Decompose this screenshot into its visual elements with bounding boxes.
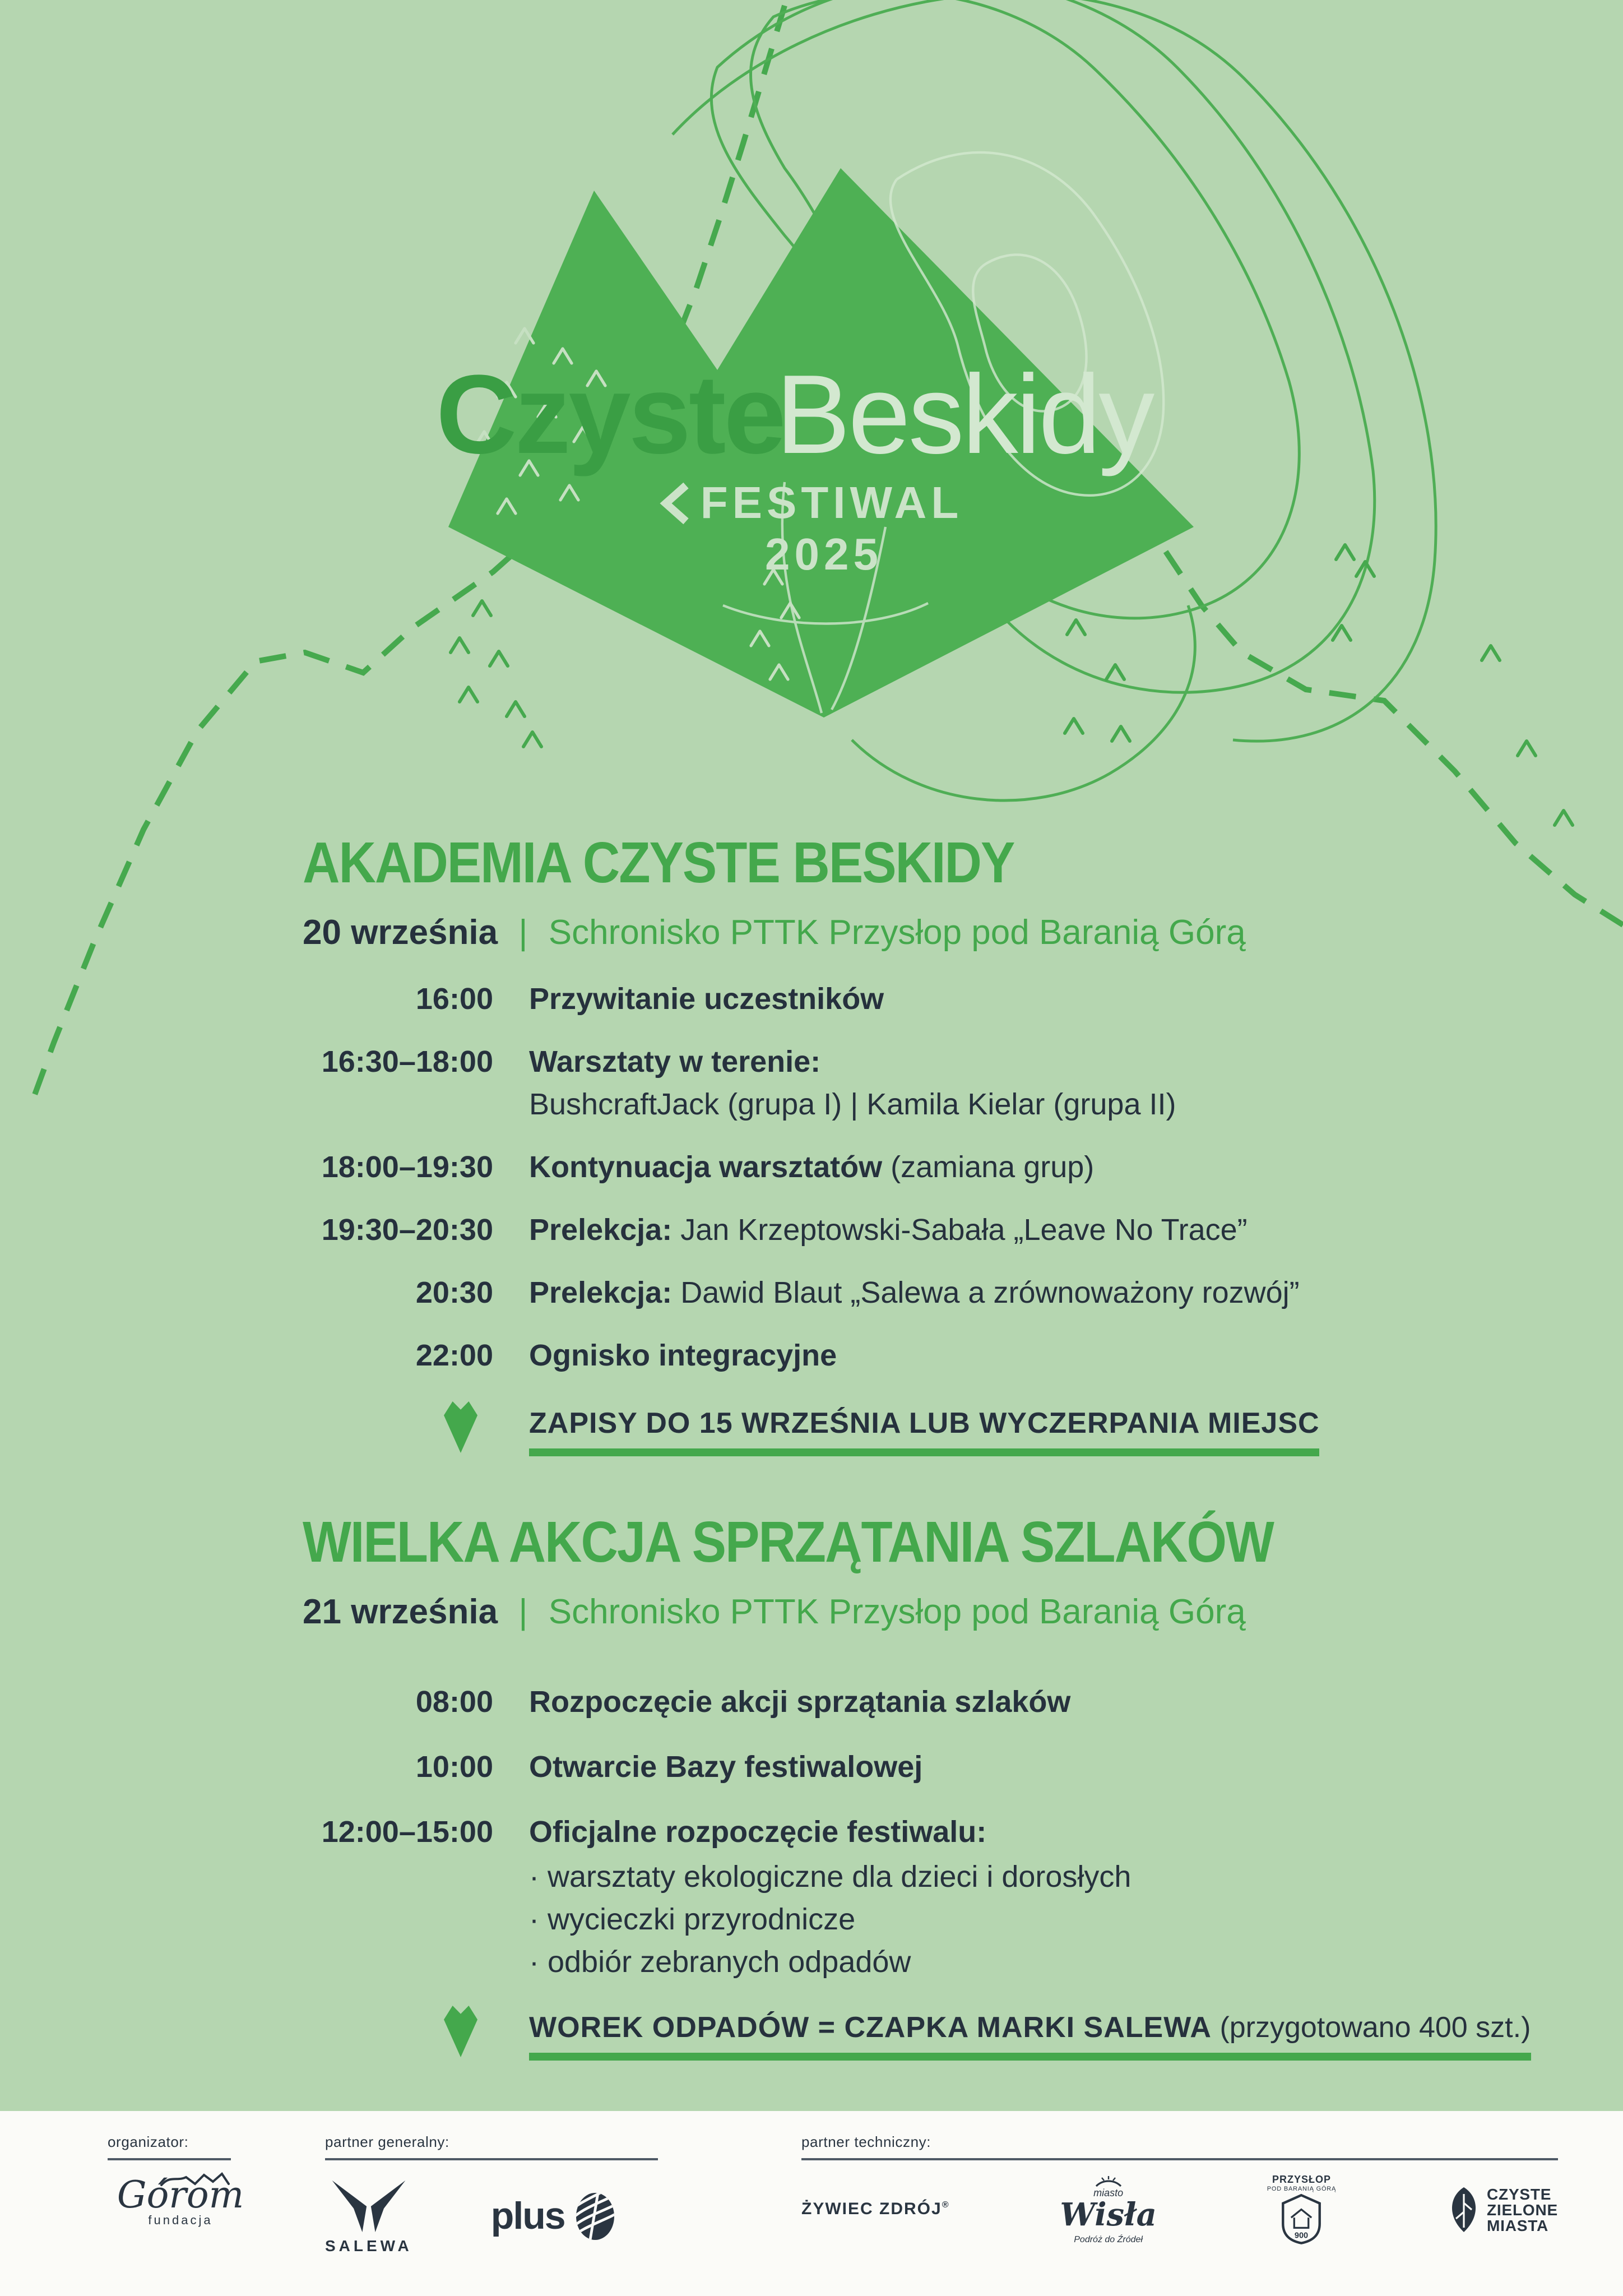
row-title: Otwarcie Bazy festiwalowej — [529, 1750, 923, 1784]
przyslop-elevation: 900 — [1295, 2232, 1309, 2241]
footer-group-technical-partner — [801, 2133, 1558, 2245]
section-dateline — [303, 1592, 1569, 1632]
zywiec-wordmark: ŻYWIEC ZDRÓJ — [801, 2200, 942, 2219]
logo-beskidy-text: Beskidy — [776, 352, 1153, 477]
date-text: 21 września — [303, 1592, 498, 1631]
row-time: 22:00 — [415, 1339, 493, 1372]
row-time: 16:00 — [415, 982, 493, 1016]
przyslop-name: PRZYSŁOP — [1272, 2174, 1331, 2185]
row-detail: BushcraftJack (grupa I) | Kamila Kielar (grupa II) — [529, 1087, 1176, 1121]
schedule-row — [303, 1148, 1569, 1186]
schedule-row — [303, 1683, 1569, 1721]
row-detail: Dawid Blaut „Salewa a zrównoważony rozwój” — [672, 1276, 1300, 1309]
note-text-regular: (przygotowano 400 szt.) — [1212, 2010, 1531, 2044]
divider: | — [518, 1592, 528, 1631]
logo-czyste-text: Czyste — [436, 352, 784, 477]
section-dateline — [303, 913, 1569, 953]
czm-line1: CZYSTE — [1487, 2184, 1552, 2203]
zywiec-zdroj-logo — [801, 2200, 950, 2219]
schedule-row — [303, 1748, 1569, 1786]
schedule-row — [303, 1211, 1569, 1249]
row-title: Prelekcja: — [529, 1276, 673, 1309]
date-text: 20 września — [303, 913, 498, 952]
divider: | — [518, 913, 528, 952]
plus-logo — [491, 2192, 616, 2241]
footer-rule — [108, 2158, 231, 2160]
logo-year-text: 2025 — [765, 529, 883, 579]
reward-note — [303, 2010, 1569, 2061]
schedule-row — [303, 1898, 1569, 1941]
row-time: 10:00 — [415, 1750, 493, 1784]
row-title: Oficjalne rozpoczęcie festiwalu: — [529, 1815, 987, 1849]
przyslop-sub: POD BARANIĄ GÓRĄ — [1267, 2186, 1337, 2193]
note-text: ZAPISY DO 15 WRZEŚNIA LUB WYCZERPANIA MIEJSC — [529, 1406, 1320, 1456]
row-title: Przywitanie uczestników — [529, 982, 884, 1016]
sun-wave-icon — [1094, 2174, 1123, 2188]
leaf-icon — [1446, 2184, 1480, 2234]
row-detail: Jan Krzeptowski-Sabała „Leave No Trace” — [672, 1213, 1248, 1247]
footer-group-organizer — [108, 2133, 276, 2228]
section-akademia — [303, 829, 1569, 1456]
row-detail: · odbiór zebranych odpadów — [529, 1945, 911, 1979]
czm-line2: ZIELONE — [1487, 2200, 1558, 2219]
technical-partner-label: partner techniczny: — [801, 2133, 931, 2150]
schedule-row — [303, 1813, 1569, 1851]
row-time: 19:30–20:30 — [321, 1213, 493, 1247]
venue-text: Schronisko PTTK Przysłop pod Baranią Górą — [548, 913, 1246, 952]
row-time: 18:00–19:30 — [321, 1150, 493, 1184]
czm-line3: MIASTA — [1487, 2216, 1549, 2234]
diamond-bullet-icon — [444, 1401, 477, 1453]
footer-group-general-partner — [325, 2133, 684, 2255]
row-title: Prelekcja: — [529, 1213, 673, 1247]
footer-rule — [325, 2158, 658, 2160]
schedule-row — [303, 1274, 1569, 1312]
row-title: Ognisko integracyjne — [529, 1339, 837, 1372]
footer-rule — [801, 2158, 1558, 2160]
row-title: Kontynuacja warsztatów — [529, 1150, 883, 1184]
plus-globe-icon — [574, 2192, 616, 2241]
shield-icon — [1279, 2193, 1324, 2245]
row-detail: · warsztaty ekologiczne dla dzieci i dorosłych — [529, 1860, 1132, 1894]
schedule-row — [303, 1085, 1569, 1123]
registered-mark: ® — [942, 2200, 950, 2210]
gorom-sub: fundacja — [148, 2214, 213, 2228]
organizer-label: organizator: — [108, 2133, 189, 2150]
partners-footer — [0, 2111, 1623, 2296]
section-sprzatanie — [303, 1508, 1569, 2061]
wisla-tagline: Podróż do Źródeł — [1074, 2234, 1143, 2244]
salewa-wordmark: SALEWA — [325, 2237, 412, 2255]
row-title: Rozpoczęcie akcji sprzątania szlaków — [529, 1685, 1071, 1719]
venue-text: Schronisko PTTK Przysłop pod Baranią Górą — [548, 1592, 1246, 1631]
gorom-name: Górom — [117, 2173, 244, 2216]
schedule-row — [303, 1043, 1569, 1081]
salewa-logo — [325, 2178, 412, 2255]
schedule-row — [303, 1941, 1569, 1983]
wisla-logo — [1060, 2174, 1157, 2244]
row-time: 08:00 — [415, 1685, 493, 1719]
schedule-row — [303, 1855, 1569, 1898]
logo-festiwal-text: FESTIWAL — [700, 478, 963, 527]
note-text-bold: WOREK ODPADÓW = CZAPKA MARKI SALEWA — [529, 2010, 1212, 2044]
wisla-name: Wisła — [1060, 2196, 1157, 2233]
section-heading: AKADEMIA CZYSTE BESKIDY — [303, 829, 1014, 895]
plus-wordmark: plus — [490, 2195, 565, 2237]
signup-note — [303, 1406, 1569, 1456]
row-time: 16:30–18:00 — [321, 1045, 493, 1078]
przyslop-logo — [1267, 2174, 1336, 2245]
row-detail: (zamiana grup) — [882, 1150, 1095, 1184]
czyste-zielone-miasta-logo — [1446, 2184, 1558, 2234]
row-title: Warsztaty w terenie: — [529, 1045, 821, 1078]
diamond-bullet-icon — [444, 2006, 477, 2057]
general-partner-label: partner generalny: — [325, 2133, 449, 2150]
section-heading: WIELKA AKCJA SPRZĄTANIA SZLAKÓW — [303, 1508, 1273, 1575]
schedule-row — [303, 980, 1569, 1018]
gorom-logo — [119, 2172, 242, 2228]
salewa-eagle-icon — [328, 2178, 409, 2234]
row-time: 20:30 — [415, 1276, 493, 1309]
row-time: 12:00–15:00 — [321, 1815, 493, 1849]
row-detail: · wycieczki przyrodnicze — [529, 1902, 856, 1936]
schedule-row — [303, 1336, 1569, 1374]
wisla-miasto-text: miasto — [1093, 2187, 1124, 2198]
